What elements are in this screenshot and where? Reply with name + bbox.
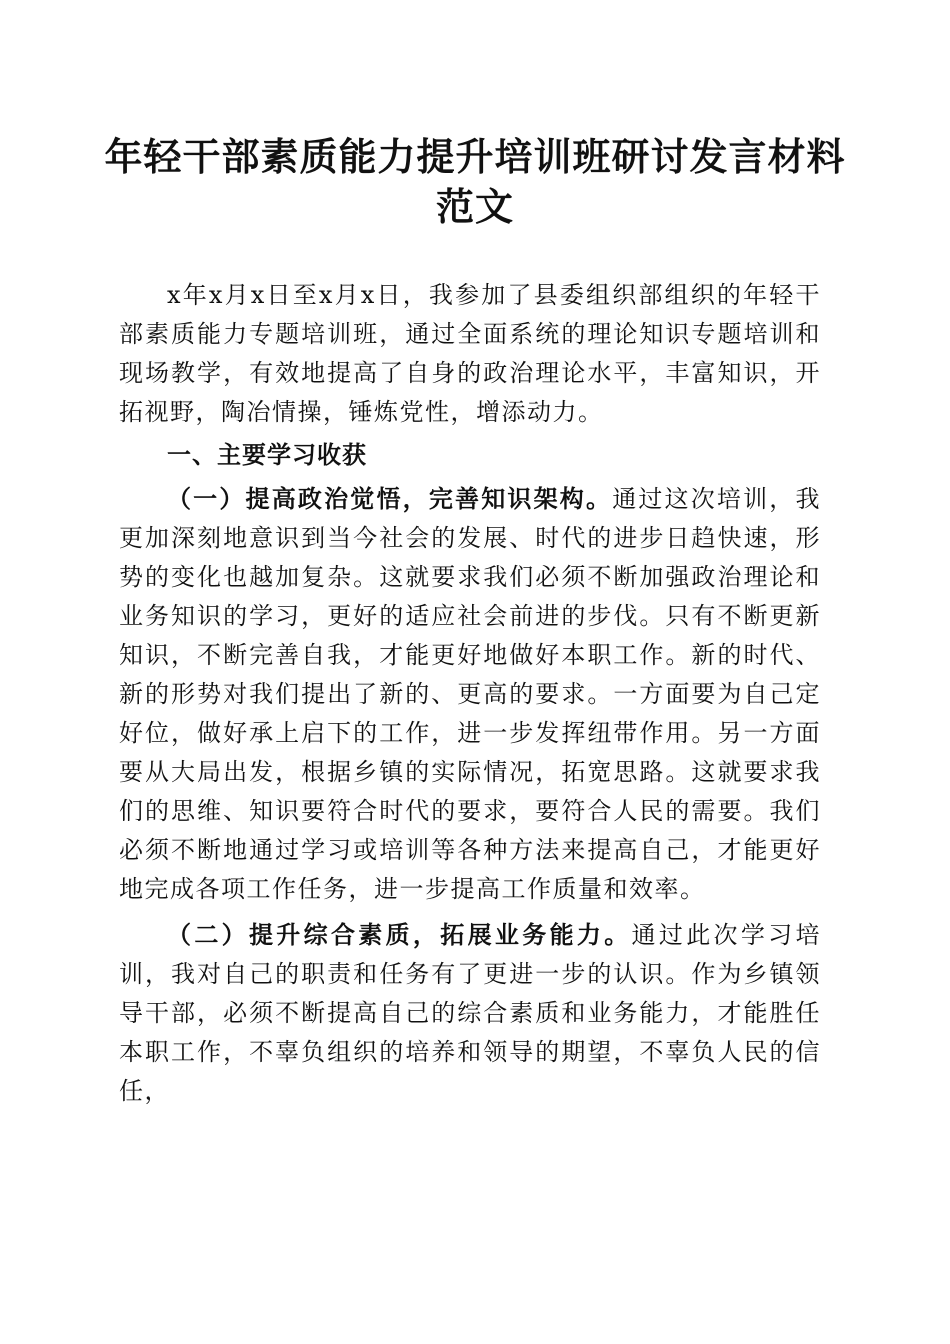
document-title: 年轻干部素质能力提升培训班研讨发言材料范文 [104, 134, 846, 229]
item-2-lead: （二）提升综合素质，拓展业务能力。 [167, 920, 632, 949]
document-body [119, 276, 821, 1111]
item-2-paragraph [119, 915, 821, 1111]
intro-paragraph: x年x月x日至x月x日，我参加了县委组织部组织的年轻干部素质能力专题培训班，通过全面系统的理论知识专题培训和现场教学，有效地提高了自身的政治理论水平，丰富知识，开拓视野，陶冶情操，锤炼党性，增添动力。 [119, 281, 821, 426]
item-1-body: 通过这次培训，我更加深刻地意识到当今社会的发展、时代的进步日趋快速，形势的变化也越加复杂。这就要求我们必须不断加强政治理论和业务知识的学习，更好的适应社会前进的步伐。只有不断更新知识，不断完善自我，才能更好地做好本职工作。新的时代、新的形势对我们提出了新的、更高的要求。一方面要为自己定好位，做好承上启下的工作，进一步发挥纽带作用。另一方面要从大局出发，根据乡镇的实际情况，拓宽思路。这就要求我们的思维、知识要符合时代的要求，要符合人民的需要。我们必须不断地通过学习或培训等各种方法来提高自己，才能更好地完成各项工作任务，进一步提高工作质量和效率。 [119, 485, 821, 903]
item-1-lead: （一）提高政治觉悟，完善知识架构。 [167, 484, 613, 513]
item-1-paragraph [119, 479, 821, 909]
section-heading-main-gains: 一、主要学习收获 [167, 441, 367, 469]
item-2-body: 通过此次学习培训，我对自己的职责和任务有了更进一步的认识。作为乡镇领导干部，必须不断提高自己的综合素质和业务能力，才能胜任本职工作，不辜负组织的培养和领导的期望，不辜负人民的信任， [119, 921, 822, 1105]
